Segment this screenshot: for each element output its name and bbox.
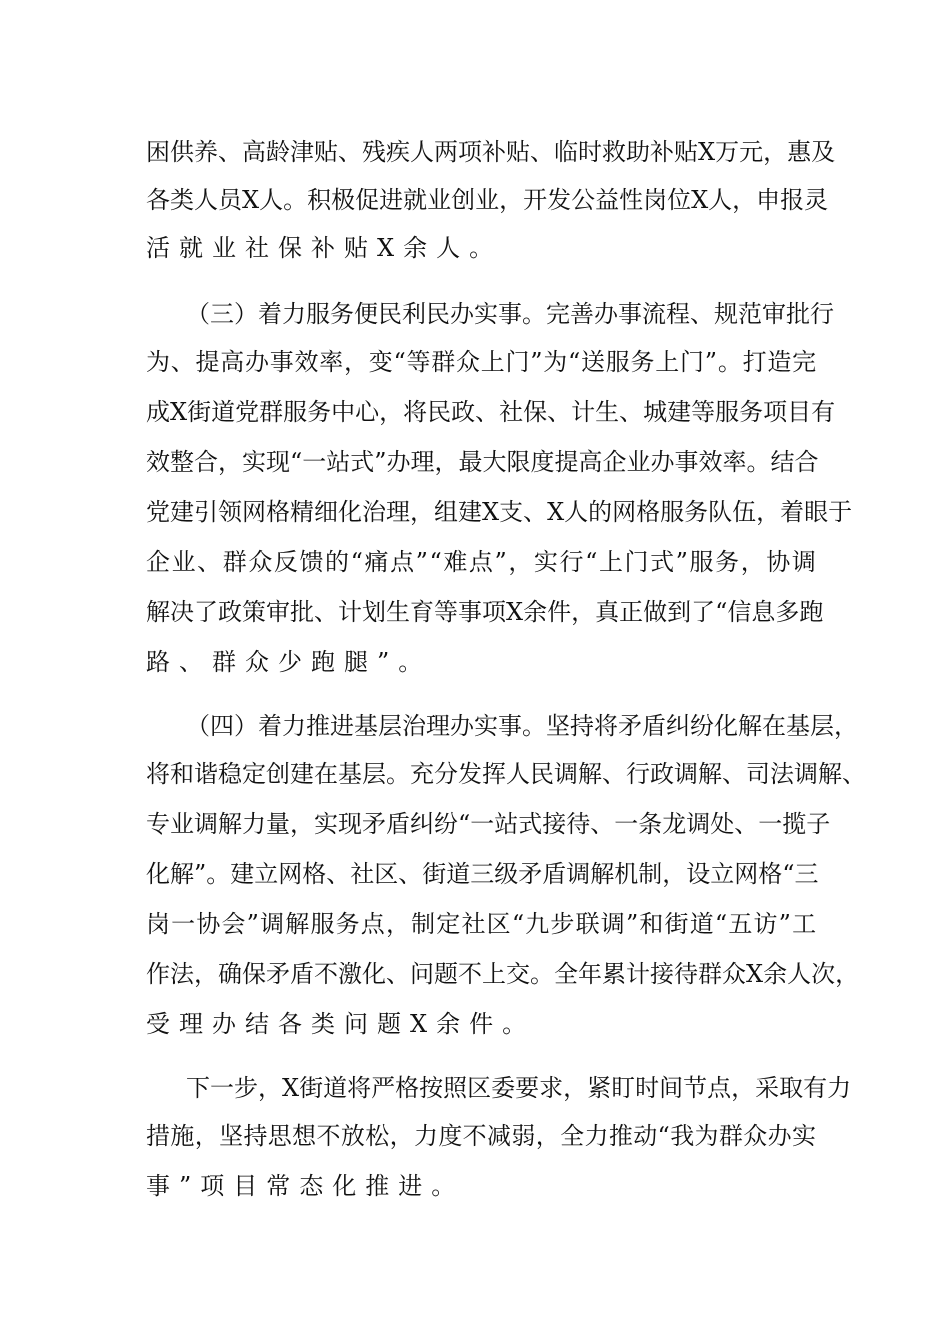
paragraph-2-line-6: 企业、群众反馈的“痛点”“难点”，实行“上门式”服务，协调 <box>146 548 818 576</box>
paragraph-2-line-8: 路、群众少跑腿”。 <box>146 648 432 676</box>
paragraph-2-line-3: 成X街道党群服务中心，将民政、社保、计生、城建等服务项目有 <box>146 398 836 426</box>
paragraph-4-line-3: 事”项目常态化推进。 <box>146 1172 465 1200</box>
paragraph-3-line-6: 作法，确保矛盾不激化、问题不上交。全年累计接待群众X余人次， <box>146 960 860 988</box>
paragraph-2-line-7: 解决了政策审批、计划生育等事项X余件，真正做到了“信息多跑 <box>146 598 824 626</box>
paragraph-3-line-2: 将和谐稳定创建在基层。充分发挥人民调解、行政调解、司法调解、 <box>146 760 866 788</box>
paragraph-2-line-2: 为、提高办事效率，变“等群众上门”为“送服务上门”。打造完 <box>146 348 817 376</box>
paragraph-3-line-7: 受理办结各类问题X余件。 <box>146 1010 536 1038</box>
paragraph-3-line-5: 岗一协会”调解服务点，制定社区“九步联调”和街道“五访”工 <box>146 910 818 938</box>
paragraph-2-line-4: 效整合，实现“一站式”办理，最大限度提高企业办事效率。结合 <box>146 448 819 476</box>
paragraph-4-line-1: 下一步，X街道将严格按照区委要求，紧盯时间节点，采取有力 <box>186 1074 852 1102</box>
paragraph-3-line-4: 化解”。建立网格、社区、街道三级矛盾调解机制，设立网格“三 <box>146 860 819 888</box>
paragraph-2-line-1: （三）着力服务便民利民办实事。完善办事流程、规范审批行 <box>186 300 834 328</box>
paragraph-4-line-2: 措施，坚持思想不放松，力度不减弱，全力推动“我为群众办实 <box>146 1122 817 1150</box>
paragraph-3-line-1: （四）着力推进基层治理办实事。坚持将矛盾纠纷化解在基层， <box>186 712 858 740</box>
paragraph-2-line-5: 党建引领网格精细化治理，组建X支、X人的网格服务队伍，着眼于 <box>146 498 853 526</box>
paragraph-1-line-1: 困供养、高龄津贴、残疾人两项补贴、临时救助补贴X万元，惠及 <box>146 138 836 166</box>
paragraph-3-line-3: 专业调解力量，实现矛盾纠纷“一站式接待、一条龙调处、一揽子 <box>146 810 831 838</box>
paragraph-1-line-2: 各类人员X人。积极促进就业创业，开发公益性岗位X人，申报灵 <box>146 186 829 214</box>
paragraph-1-line-3: 活就业社保补贴X余人。 <box>146 234 503 262</box>
